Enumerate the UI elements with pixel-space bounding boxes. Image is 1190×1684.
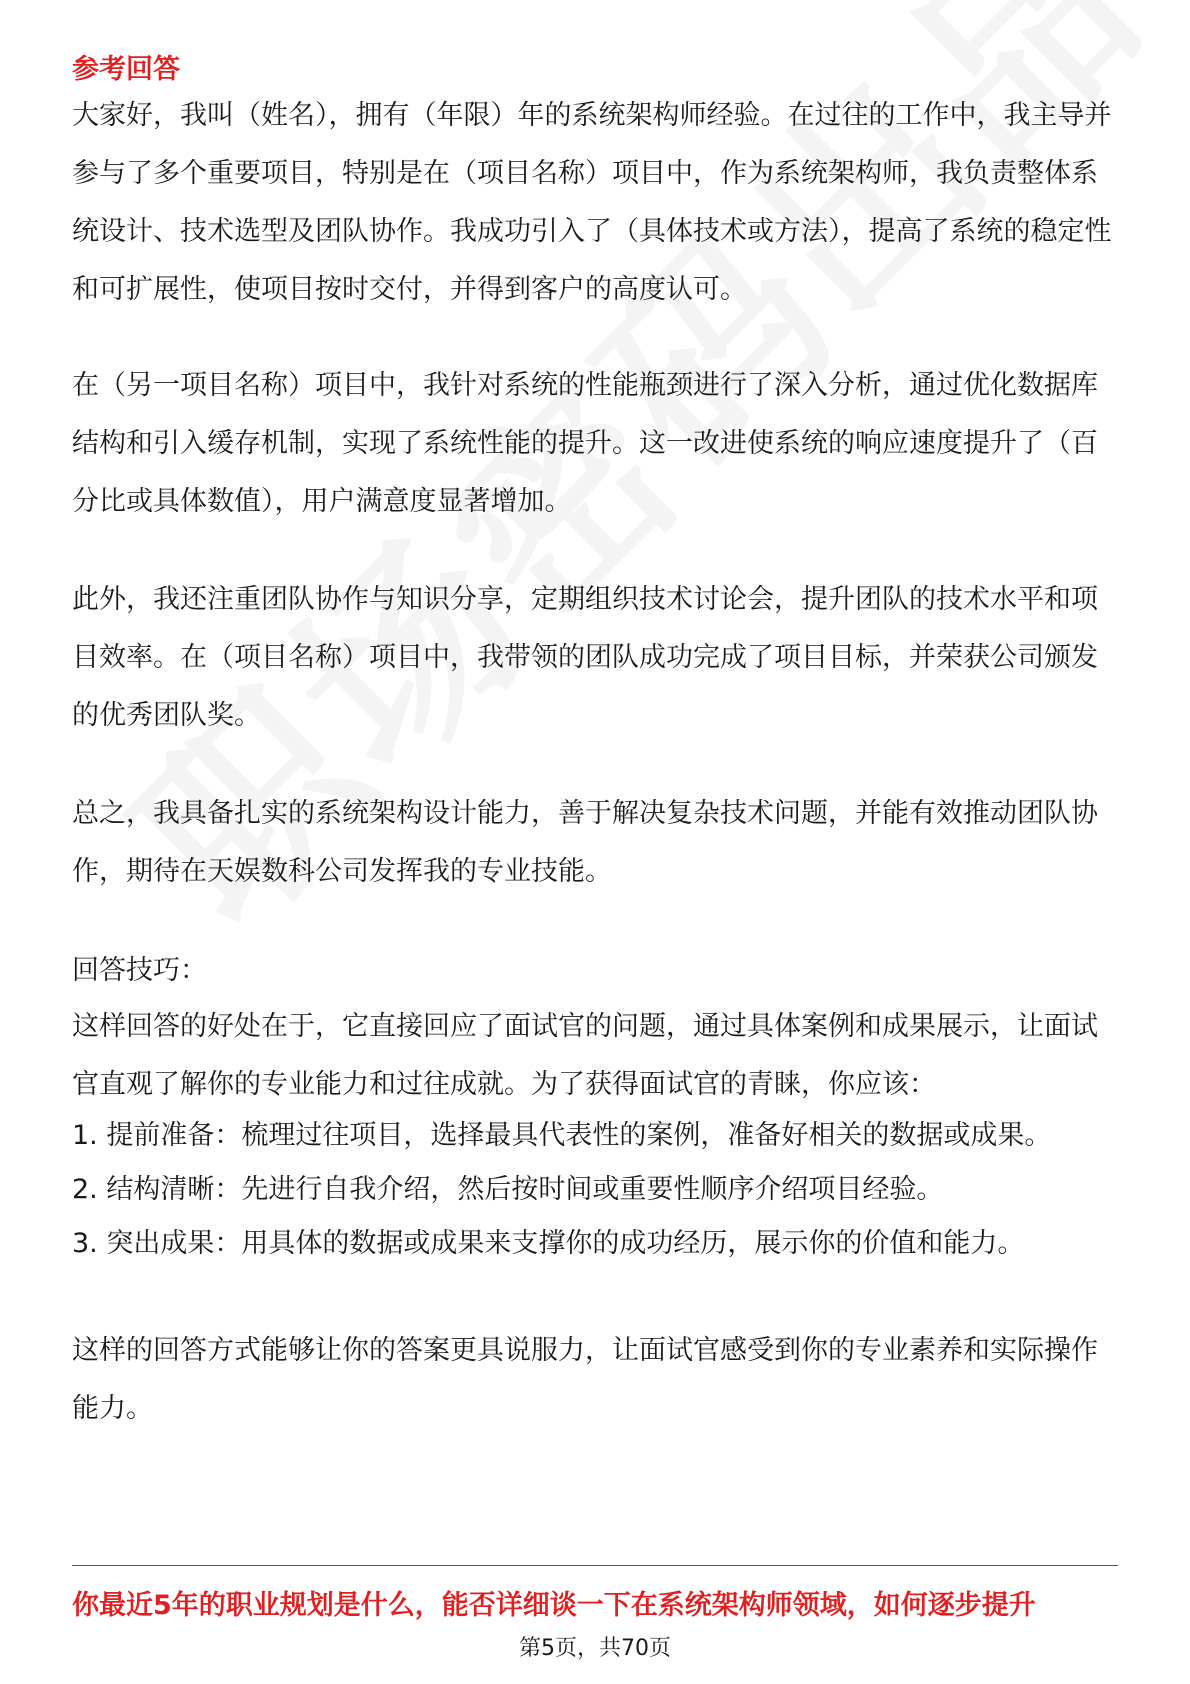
tip-item-1: 1. 提前准备：梳理过往项目，选择最具代表性的案例，准备好相关的数据或成果。 bbox=[72, 1120, 1052, 1151]
answer-paragraph-4: 总之，我具备扎实的系统架构设计能力，善于解决复杂技术问题，并能有效推动团队协作，期待在天娱数科公司发挥我的专业技能。 bbox=[72, 798, 1098, 887]
answer-paragraph-2: 在（另一项目名称）项目中，我针对系统的性能瓶颈进行了深入分析，通过优化数据库结构和引入缓存机制，实现了系统性能的提升。这一改进使系统的响应速度提升了（百分比或具体数值），用户满意度显著增加。 bbox=[72, 370, 1098, 517]
answer-paragraph-3: 此外，我还注重团队协作与知识分享，定期组织技术讨论会，提升团队的技术水平和项目效率。在（项目名称）项目中，我带领的团队成功完成了项目目标，并荣获公司颁发的优秀团队奖。 bbox=[72, 584, 1098, 731]
section-divider bbox=[72, 1565, 1118, 1566]
tips-heading: 回答技巧： bbox=[72, 955, 207, 986]
tips-closing: 这样的回答方式能够让你的答案更具说服力，让面试官感受到你的专业素养和实际操作能力。 bbox=[72, 1335, 1098, 1424]
tip-item-2: 2. 结构清晰：先进行自我介绍，然后按时间或重要性顺序介绍项目经验。 bbox=[72, 1174, 944, 1205]
answer-heading: 参考回答 bbox=[72, 54, 180, 85]
answer-paragraph-1: 大家好，我叫（姓名），拥有（年限）年的系统架构师经验。在过往的工作中，我主导并参与了多个重要项目，特别是在（项目名称）项目中，作为系统架构师，我负责整体系统设计、技术选型及团队协作。我成功引入了（具体技术或方法），提高了系统的稳定性和可扩展性，使项目按时交付，并得到客户的高度认可。 bbox=[72, 100, 1112, 305]
tip-item-3: 3. 突出成果：用具体的数据或成果来支撑你的成功经历，展示你的价值和能力。 bbox=[72, 1228, 1025, 1259]
tips-intro: 这样回答的好处在于，它直接回应了面试官的问题，通过具体案例和成果展示，让面试官直观了解你的专业能力和过往成就。为了获得面试官的青睐，你应该： bbox=[72, 1011, 1098, 1100]
next-question-heading: 你最近5年的职业规划是什么，能否详细谈一下在系统架构师领域，如何逐步提升 bbox=[72, 1590, 1036, 1621]
page-footer: 第5页，共70页 bbox=[519, 1636, 671, 1661]
